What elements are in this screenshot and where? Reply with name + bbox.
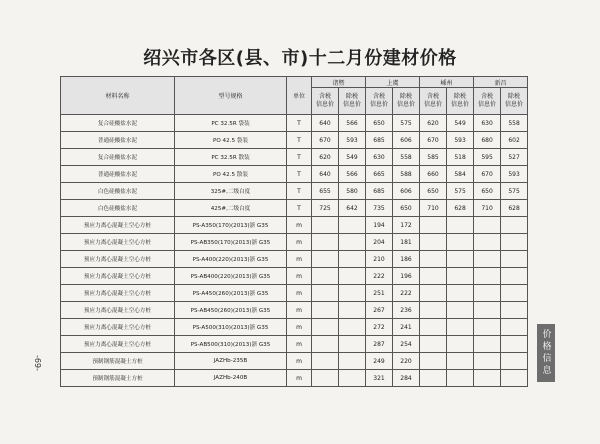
price-cell (447, 268, 474, 285)
spec-cell: JAZHb-235B (175, 353, 287, 370)
price-cell: 593 (501, 166, 528, 183)
region-header-shengzhou: 嵊州 (420, 77, 474, 88)
price-cell: 640 (312, 166, 339, 183)
price-cell: 620 (420, 115, 447, 132)
col-material-header: 材料名称 (61, 77, 175, 115)
table-row (61, 370, 528, 387)
price-cell: 680 (474, 132, 501, 149)
price-cell: 640 (312, 115, 339, 132)
price-cell: 204 (366, 234, 393, 251)
price-cell: 284 (393, 370, 420, 387)
price-cell (339, 251, 366, 268)
material-name-cell: 复合硅酸盐水泥 (61, 149, 175, 166)
price-cell: 630 (366, 149, 393, 166)
unit-cell: m (287, 251, 312, 268)
spec-cell: JAZHb-240B (175, 370, 287, 387)
price-cell (312, 370, 339, 387)
unit-cell: m (287, 285, 312, 302)
price-cell (501, 234, 528, 251)
table-row (61, 302, 528, 319)
price-cell (501, 353, 528, 370)
price-cell: 593 (447, 132, 474, 149)
price-cell: 628 (501, 200, 528, 217)
material-name-cell: 预制钢筋混凝土方桩 (61, 353, 175, 370)
table-row (61, 149, 528, 166)
price-cell: 585 (420, 149, 447, 166)
price-cell (447, 285, 474, 302)
price-cell: 670 (312, 132, 339, 149)
material-name-cell: 白色硅酸盐水泥 (61, 183, 175, 200)
material-name-cell: 预应力离心混凝土空心方桩 (61, 234, 175, 251)
tax-incl-header: 含税 信息价 (312, 88, 339, 115)
table-row (61, 319, 528, 336)
table-row (61, 166, 528, 183)
spec-cell: PS-AB400(220)(2013)浙 G35 (175, 268, 287, 285)
region-header-zhuji: 诸暨 (312, 77, 366, 88)
spec-cell: PS-AB500(310)(2013)浙 G35 (175, 336, 287, 353)
price-cell (447, 302, 474, 319)
price-cell (339, 217, 366, 234)
price-cell: 181 (393, 234, 420, 251)
price-cell (447, 319, 474, 336)
price-cell: 685 (366, 132, 393, 149)
price-cell: 220 (393, 353, 420, 370)
price-cell: 710 (474, 200, 501, 217)
tax-excl-header: 除税 信息价 (339, 88, 366, 115)
price-cell: 650 (393, 200, 420, 217)
price-cell (420, 234, 447, 251)
price-cell: 670 (420, 132, 447, 149)
price-cell (447, 234, 474, 251)
price-cell (312, 285, 339, 302)
price-cell (420, 319, 447, 336)
price-cell: 630 (474, 115, 501, 132)
price-cell: 254 (393, 336, 420, 353)
material-name-cell: 预应力离心混凝土空心方桩 (61, 251, 175, 268)
price-cell (501, 217, 528, 234)
price-cell (501, 251, 528, 268)
price-cell: 566 (339, 115, 366, 132)
tax-incl-header: 含税 信息价 (420, 88, 447, 115)
unit-cell: m (287, 302, 312, 319)
spec-cell: PS-A500(310)(2013)浙 G35 (175, 319, 287, 336)
price-cell (474, 370, 501, 387)
table-row (61, 234, 528, 251)
price-cell (447, 353, 474, 370)
price-cell (339, 336, 366, 353)
unit-cell: T (287, 149, 312, 166)
material-name-cell: 预应力离心混凝土空心方桩 (61, 268, 175, 285)
price-cell: 575 (447, 183, 474, 200)
price-cell (501, 268, 528, 285)
price-cell (339, 319, 366, 336)
price-cell (501, 319, 528, 336)
table-row (61, 285, 528, 302)
price-cell: 196 (393, 268, 420, 285)
unit-cell: m (287, 217, 312, 234)
price-cell (474, 336, 501, 353)
price-cell: 558 (393, 149, 420, 166)
material-name-cell: 预应力离心混凝土空心方桩 (61, 217, 175, 234)
price-cell: 194 (366, 217, 393, 234)
price-cell (474, 285, 501, 302)
price-cell (420, 268, 447, 285)
price-cell: 267 (366, 302, 393, 319)
price-cell (312, 217, 339, 234)
price-cell (312, 234, 339, 251)
price-cell: 655 (312, 183, 339, 200)
price-cell: 595 (474, 149, 501, 166)
price-cell (312, 251, 339, 268)
table-row (61, 183, 528, 200)
spec-cell: PO 42.5 散装 (175, 166, 287, 183)
price-cell (339, 285, 366, 302)
region-header-xinchang: 新昌 (474, 77, 528, 88)
material-name-cell: 预应力离心混凝土空心方桩 (61, 302, 175, 319)
price-cell: 527 (501, 149, 528, 166)
region-header-shangyu: 上虞 (366, 77, 420, 88)
price-cell: 650 (366, 115, 393, 132)
price-cell: 575 (393, 115, 420, 132)
price-cell: 210 (366, 251, 393, 268)
spec-cell: PS-A400(220)(2013)浙 G35 (175, 251, 287, 268)
unit-cell: T (287, 166, 312, 183)
material-name-cell: 预制钢筋混凝土方桩 (61, 370, 175, 387)
price-cell (339, 234, 366, 251)
unit-cell: m (287, 336, 312, 353)
price-cell: 575 (501, 183, 528, 200)
price-cell: 650 (474, 183, 501, 200)
price-cell (474, 268, 501, 285)
table-row (61, 251, 528, 268)
price-cell: 518 (447, 149, 474, 166)
col-spec-header: 型号规格 (175, 77, 287, 115)
unit-cell: m (287, 370, 312, 387)
price-cell (312, 268, 339, 285)
price-cell: 620 (312, 149, 339, 166)
table-row (61, 115, 528, 132)
material-name-cell: 预应力离心混凝土空心方桩 (61, 285, 175, 302)
price-cell: 628 (447, 200, 474, 217)
price-cell (420, 285, 447, 302)
unit-cell: m (287, 268, 312, 285)
price-cell: 558 (501, 115, 528, 132)
table-row (61, 200, 528, 217)
price-cell: 602 (501, 132, 528, 149)
spec-cell: 425#,二级白度 (175, 200, 287, 217)
price-cell (447, 251, 474, 268)
material-name-cell: 普通硅酸盐水泥 (61, 166, 175, 183)
col-unit-header: 单位 (287, 77, 312, 115)
price-cell (501, 302, 528, 319)
price-cell (474, 302, 501, 319)
table-row (61, 217, 528, 234)
page-number: -69- (33, 355, 42, 371)
price-cell (474, 234, 501, 251)
price-cell: 186 (393, 251, 420, 268)
spec-cell: PC 32.5R 散装 (175, 149, 287, 166)
spec-cell: PC 32.5R 袋装 (175, 115, 287, 132)
unit-cell: T (287, 200, 312, 217)
table-row (61, 336, 528, 353)
unit-cell: m (287, 234, 312, 251)
unit-cell: m (287, 319, 312, 336)
price-cell: 272 (366, 319, 393, 336)
price-cell: 670 (474, 166, 501, 183)
price-cell (501, 336, 528, 353)
price-cell: 735 (366, 200, 393, 217)
price-cell: 584 (447, 166, 474, 183)
page-title: 绍兴市各区(县、市)十二月份建材价格 (143, 48, 457, 69)
spec-cell: PS-A450(260)(2013)浙 G35 (175, 285, 287, 302)
price-cell: 685 (366, 183, 393, 200)
price-cell (339, 302, 366, 319)
price-cell (339, 353, 366, 370)
price-cell (420, 251, 447, 268)
price-cell: 241 (393, 319, 420, 336)
unit-cell: T (287, 132, 312, 149)
unit-cell: T (287, 115, 312, 132)
spec-cell: PS-AB450(260)(2013)浙 G35 (175, 302, 287, 319)
unit-cell: T (287, 183, 312, 200)
price-cell (339, 268, 366, 285)
material-name-cell: 白色硅酸盐水泥 (61, 200, 175, 217)
table-row (61, 268, 528, 285)
price-cell (474, 319, 501, 336)
price-cell: 642 (339, 200, 366, 217)
tax-incl-header: 含税 信息价 (474, 88, 501, 115)
spec-cell: PS-AB350(170)(2013)浙 G35 (175, 234, 287, 251)
tax-excl-header: 除税 信息价 (447, 88, 474, 115)
price-cell (474, 251, 501, 268)
price-cell: 606 (393, 183, 420, 200)
price-cell: 710 (420, 200, 447, 217)
price-cell: 249 (366, 353, 393, 370)
price-cell: 287 (366, 336, 393, 353)
spec-cell: PO 42.5 袋装 (175, 132, 287, 149)
table-row (61, 132, 528, 149)
price-cell: 236 (393, 302, 420, 319)
price-cell: 321 (366, 370, 393, 387)
price-cell: 606 (393, 132, 420, 149)
price-cell (420, 217, 447, 234)
price-cell: 172 (393, 217, 420, 234)
price-cell (447, 217, 474, 234)
price-cell: 650 (420, 183, 447, 200)
section-tab: 价格信息 (537, 324, 555, 382)
spec-cell: PS-A350(170)(2013)浙 G35 (175, 217, 287, 234)
price-cell (312, 336, 339, 353)
price-cell (474, 217, 501, 234)
price-cell: 251 (366, 285, 393, 302)
price-cell: 566 (339, 166, 366, 183)
price-cell (501, 285, 528, 302)
price-table (60, 76, 528, 387)
spec-cell: 325#,二级白度 (175, 183, 287, 200)
price-cell (447, 370, 474, 387)
tax-incl-header: 含税 信息价 (366, 88, 393, 115)
price-cell: 549 (339, 149, 366, 166)
price-cell: 660 (420, 166, 447, 183)
price-cell (420, 336, 447, 353)
tax-excl-header: 除税 信息价 (501, 88, 528, 115)
price-cell: 549 (447, 115, 474, 132)
price-cell (420, 302, 447, 319)
price-cell: 222 (366, 268, 393, 285)
price-cell: 580 (339, 183, 366, 200)
price-cell: 725 (312, 200, 339, 217)
price-cell: 593 (339, 132, 366, 149)
price-cell (420, 353, 447, 370)
price-cell (420, 370, 447, 387)
price-cell (447, 336, 474, 353)
price-cell: 222 (393, 285, 420, 302)
price-cell (339, 370, 366, 387)
table-row (61, 353, 528, 370)
price-cell (312, 319, 339, 336)
price-cell: 665 (366, 166, 393, 183)
price-cell: 588 (393, 166, 420, 183)
price-cell (474, 353, 501, 370)
material-name-cell: 复合硅酸盐水泥 (61, 115, 175, 132)
material-name-cell: 预应力离心混凝土空心方桩 (61, 319, 175, 336)
price-cell (312, 302, 339, 319)
price-cell (501, 370, 528, 387)
material-name-cell: 普通硅酸盐水泥 (61, 132, 175, 149)
tax-excl-header: 除税 信息价 (393, 88, 420, 115)
price-cell (312, 353, 339, 370)
material-name-cell: 预应力离心混凝土空心方桩 (61, 336, 175, 353)
unit-cell: m (287, 353, 312, 370)
